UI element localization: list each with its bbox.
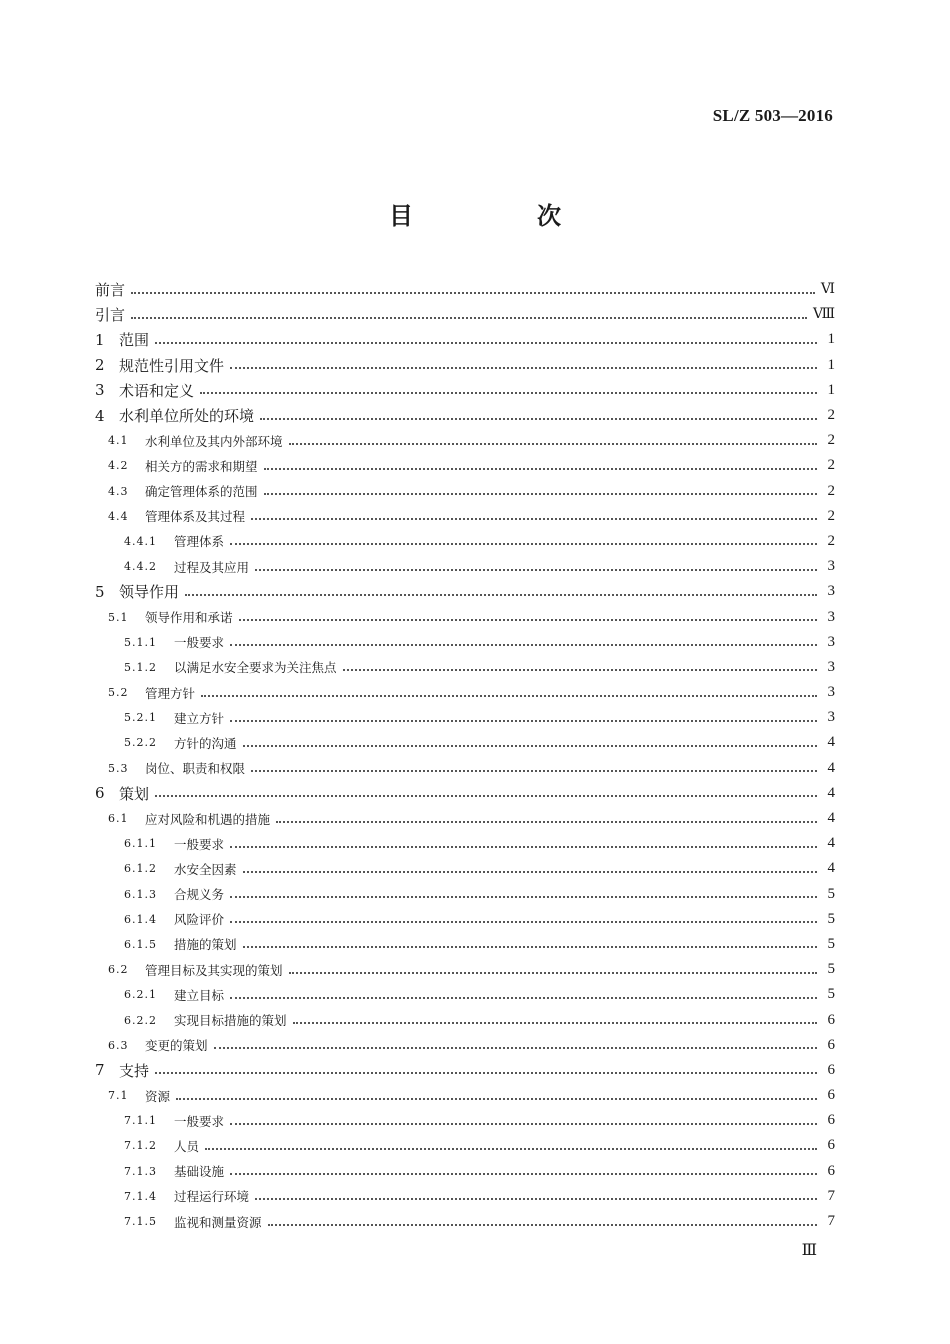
toc-entry-page: 1 — [827, 381, 835, 398]
toc-entry-page: 1 — [827, 331, 835, 348]
toc-entry-number: 6.1.2 — [124, 862, 157, 876]
toc-entry-label: 引言 — [95, 306, 126, 325]
toc-entry-label: 一般要求 — [174, 836, 225, 852]
toc-entry-page: 4 — [827, 759, 835, 776]
toc-entry-label: 领导作用 — [119, 583, 180, 602]
toc-leader-dots — [185, 594, 817, 596]
toc-entry[interactable] — [95, 453, 835, 478]
toc-entry-number: 1 — [95, 330, 105, 349]
toc-entry-label: 管理体系 — [174, 534, 225, 550]
toc-leader-dots — [200, 392, 817, 394]
toc-entry-number: 3 — [95, 381, 105, 400]
toc-entry-page: 4 — [827, 784, 835, 801]
toc-entry-label: 确定管理体系的范围 — [145, 484, 258, 500]
toc-entry-number: 5 — [95, 582, 105, 601]
toc-entry-number: 6.1 — [108, 812, 129, 826]
toc-entry-page: Ⅷ — [812, 307, 835, 323]
toc-entry[interactable] — [95, 655, 835, 680]
toc-entry-label: 范围 — [119, 331, 150, 350]
toc-leader-dots — [268, 1224, 817, 1226]
toc-entry[interactable] — [95, 781, 835, 806]
toc-entry-page: 6 — [827, 1137, 835, 1154]
toc-leader-dots — [255, 569, 817, 571]
toc-entry[interactable] — [95, 302, 835, 327]
toc-entry-page: 6 — [827, 1011, 835, 1028]
toc-entry[interactable] — [95, 806, 835, 831]
toc-entry-page: 2 — [827, 507, 835, 524]
toc-leader-dots — [201, 695, 817, 697]
toc-entry-number: 5.3 — [108, 761, 129, 775]
toc-entry-number: 6.3 — [108, 1038, 129, 1052]
toc-entry-number: 7.1.5 — [124, 1215, 157, 1229]
toc-entry[interactable] — [95, 554, 835, 579]
toc-entry-label: 管理体系及其过程 — [145, 509, 246, 525]
toc-entry-number: 4.4 — [108, 509, 129, 523]
toc-entry-page: 3 — [827, 658, 835, 675]
toc-leader-dots — [155, 1072, 817, 1074]
toc-entry[interactable] — [95, 1133, 835, 1158]
toc-entry[interactable] — [95, 579, 835, 604]
toc-entry-number: 5.2 — [108, 686, 129, 700]
toc-entry-label: 水安全因素 — [174, 861, 237, 877]
toc-entry[interactable] — [95, 529, 835, 554]
toc-leader-dots — [239, 619, 817, 621]
toc-entry-number: 5.2.2 — [124, 736, 157, 750]
toc-entry-page: 6 — [827, 1061, 835, 1078]
toc-leader-dots — [293, 1022, 817, 1024]
toc-entry-label: 建立目标 — [174, 987, 225, 1003]
toc-entry[interactable] — [95, 1108, 835, 1133]
toc-entry[interactable] — [95, 1058, 835, 1083]
toc-entry[interactable] — [95, 1083, 835, 1108]
standard-code: SL/Z 503—2016 — [712, 106, 833, 125]
toc-entry-label: 合规义务 — [174, 887, 225, 903]
toc-leader-dots — [131, 292, 815, 294]
toc-entry-number: 4.3 — [108, 484, 129, 498]
toc-leader-dots — [289, 972, 817, 974]
toc-entry[interactable] — [95, 1209, 835, 1234]
toc-entry-label: 应对风险和机遇的措施 — [145, 811, 271, 827]
toc-leader-dots — [243, 745, 817, 747]
toc-entry-page: Ⅵ — [820, 282, 835, 298]
toc-entry-label: 策划 — [119, 784, 150, 803]
toc-entry-number: 7.1.1 — [124, 1114, 157, 1128]
toc-entry-page: 4 — [827, 860, 835, 877]
toc-leader-dots — [243, 871, 817, 873]
toc-entry[interactable] — [95, 982, 835, 1007]
toc-leader-dots — [155, 342, 817, 344]
toc-leader-dots — [276, 821, 817, 823]
toc-entry-label: 一般要求 — [174, 635, 225, 651]
toc-entry-number: 6.1.3 — [124, 887, 157, 901]
toc-entry-page: 2 — [827, 532, 835, 549]
toc-entry[interactable] — [95, 277, 835, 302]
toc-entry[interactable] — [95, 604, 835, 629]
toc-entry-page: 2 — [827, 457, 835, 474]
toc-entry-page: 4 — [827, 734, 835, 751]
toc-entry[interactable] — [95, 504, 835, 529]
toc-entry-label: 支持 — [119, 1061, 150, 1080]
toc-entry[interactable] — [95, 705, 835, 730]
toc-leader-dots — [230, 1123, 817, 1125]
toc-leader-dots — [255, 1198, 817, 1200]
toc-entry-label: 一般要求 — [174, 1113, 225, 1129]
toc-entry[interactable] — [95, 1184, 835, 1209]
toc-entry-number: 5.2.1 — [124, 711, 157, 725]
toc-entry-label: 变更的策划 — [145, 1038, 208, 1054]
toc-leader-dots — [230, 1173, 817, 1175]
toc-entry-page: 5 — [827, 961, 835, 978]
toc-leader-dots — [243, 946, 817, 948]
toc-leader-dots — [155, 795, 817, 797]
toc-entry-page: 7 — [827, 1187, 835, 1204]
toc-entry-label: 水利单位所处的环境 — [119, 407, 255, 426]
toc-entry-page: 3 — [827, 608, 835, 625]
toc-entry-number: 6.1.1 — [124, 837, 157, 851]
page-number: Ⅲ — [801, 1242, 817, 1259]
toc-entry-page: 6 — [827, 1087, 835, 1104]
toc-entry[interactable] — [95, 378, 835, 403]
toc-entry-page: 1 — [827, 356, 835, 373]
toc-leader-dots — [131, 317, 807, 319]
toc-entry-number: 7.1.4 — [124, 1189, 157, 1203]
toc-entry-page: 6 — [827, 1162, 835, 1179]
toc-entry[interactable] — [95, 1159, 835, 1184]
toc-entry-label: 以满足水安全要求为关注焦点 — [174, 660, 337, 676]
toc-entry[interactable] — [95, 327, 835, 352]
toc-leader-dots — [214, 1047, 817, 1049]
toc-leader-dots — [230, 543, 817, 545]
toc-leader-dots — [260, 418, 817, 420]
toc-leader-dots — [176, 1098, 817, 1100]
toc-entry[interactable] — [95, 1033, 835, 1058]
toc-entry-label: 实现目标措施的策划 — [174, 1013, 287, 1029]
toc-entry-number: 4 — [95, 406, 105, 425]
toc-entry-label: 前言 — [95, 281, 126, 300]
toc-entry-number: 7 — [95, 1061, 105, 1080]
toc-entry-label: 建立方针 — [174, 710, 225, 726]
toc-leader-dots — [343, 669, 817, 671]
toc-entry-number: 5.1.2 — [124, 660, 157, 674]
toc-entry-label: 水利单位及其内外部环境 — [145, 433, 283, 449]
toc-entry-page: 6 — [827, 1112, 835, 1129]
toc-entry-page: 2 — [827, 482, 835, 499]
toc-entry-number: 6.2.2 — [124, 1013, 157, 1027]
toc-entry-number: 7.1.3 — [124, 1164, 157, 1178]
toc-entry-label: 人员 — [174, 1138, 200, 1154]
toc-entry-label: 过程运行环境 — [174, 1189, 250, 1205]
toc-entry[interactable] — [95, 856, 835, 881]
toc-entry-number: 7.1 — [108, 1089, 129, 1103]
toc-entry[interactable] — [95, 730, 835, 755]
toc-leader-dots — [230, 997, 817, 999]
toc-entry-number: 4.4.1 — [124, 534, 157, 548]
toc-entry-page: 3 — [827, 583, 835, 600]
toc-entry-label: 相关方的需求和期望 — [145, 458, 258, 474]
toc-entry-label: 规范性引用文件 — [119, 356, 225, 375]
toc-entry[interactable] — [95, 1007, 835, 1032]
toc-entry[interactable] — [95, 403, 835, 428]
toc-entry-label: 术语和定义 — [119, 381, 195, 400]
toc-leader-dots — [230, 846, 817, 848]
toc-entry[interactable] — [95, 957, 835, 982]
toc-entry-number: 5.1 — [108, 610, 129, 624]
toc-entry-number: 6.1.5 — [124, 937, 157, 951]
toc-entry[interactable] — [95, 680, 835, 705]
toc-entry[interactable] — [95, 630, 835, 655]
toc-entry-number: 4.2 — [108, 459, 129, 473]
toc-leader-dots — [230, 896, 817, 898]
toc-entry-page: 4 — [827, 835, 835, 852]
toc-leader-dots — [230, 367, 817, 369]
toc-entry-label: 方针的沟通 — [174, 735, 237, 751]
toc-entry[interactable] — [95, 882, 835, 907]
toc-leader-dots — [251, 770, 817, 772]
toc-entry-number: 7.1.2 — [124, 1139, 157, 1153]
toc-entry-page: 3 — [827, 633, 835, 650]
toc-entry-label: 管理方针 — [145, 685, 196, 701]
toc-entry-page: 5 — [827, 885, 835, 902]
toc-entry-page: 2 — [827, 407, 835, 424]
toc-entry-label: 资源 — [145, 1088, 171, 1104]
toc-entry-number: 4.4.2 — [124, 560, 157, 574]
toc-entry-page: 6 — [827, 1036, 835, 1053]
toc-entry[interactable] — [95, 756, 835, 781]
toc-entry[interactable] — [95, 428, 835, 453]
toc-leader-dots — [230, 720, 817, 722]
toc-leader-dots — [205, 1148, 817, 1150]
toc-entry-label: 岗位、职责和权限 — [145, 761, 246, 777]
toc-entry-label: 过程及其应用 — [174, 559, 250, 575]
toc-entry[interactable] — [95, 353, 835, 378]
toc-entry-page: 3 — [827, 709, 835, 726]
toc-entry[interactable] — [95, 479, 835, 504]
toc-leader-dots — [230, 644, 817, 646]
toc-entry-page: 7 — [827, 1213, 835, 1230]
page-title: 目 次 — [389, 202, 611, 230]
toc-entry-label: 监视和测量资源 — [174, 1214, 262, 1230]
toc-entry-label: 领导作用和承诺 — [145, 610, 233, 626]
table-of-contents — [95, 277, 835, 1234]
toc-entry-label: 风险评价 — [174, 912, 225, 928]
toc-entry-page: 5 — [827, 986, 835, 1003]
toc-leader-dots — [264, 493, 817, 495]
toc-entry-page: 3 — [827, 558, 835, 575]
toc-entry-page: 4 — [827, 810, 835, 827]
toc-entry-page: 3 — [827, 684, 835, 701]
toc-leader-dots — [230, 921, 817, 923]
toc-leader-dots — [251, 518, 817, 520]
toc-entry-number: 6.2 — [108, 963, 129, 977]
toc-entry[interactable] — [95, 831, 835, 856]
toc-entry-number: 6.1.4 — [124, 912, 157, 926]
toc-leader-dots — [264, 468, 817, 470]
toc-entry-page: 2 — [827, 432, 835, 449]
toc-entry-label: 基础设施 — [174, 1164, 225, 1180]
toc-entry-number: 4.1 — [108, 434, 129, 448]
toc-entry-page: 5 — [827, 910, 835, 927]
toc-entry[interactable] — [95, 932, 835, 957]
toc-entry-number: 2 — [95, 356, 105, 375]
toc-entry[interactable] — [95, 907, 835, 932]
toc-entry-number: 6 — [95, 784, 105, 803]
toc-entry-page: 5 — [827, 935, 835, 952]
toc-entry-label: 管理目标及其实现的策划 — [145, 962, 283, 978]
toc-entry-number: 5.1.1 — [124, 635, 157, 649]
toc-entry-number: 6.2.1 — [124, 988, 157, 1002]
toc-leader-dots — [289, 443, 817, 445]
toc-entry-label: 措施的策划 — [174, 937, 237, 953]
